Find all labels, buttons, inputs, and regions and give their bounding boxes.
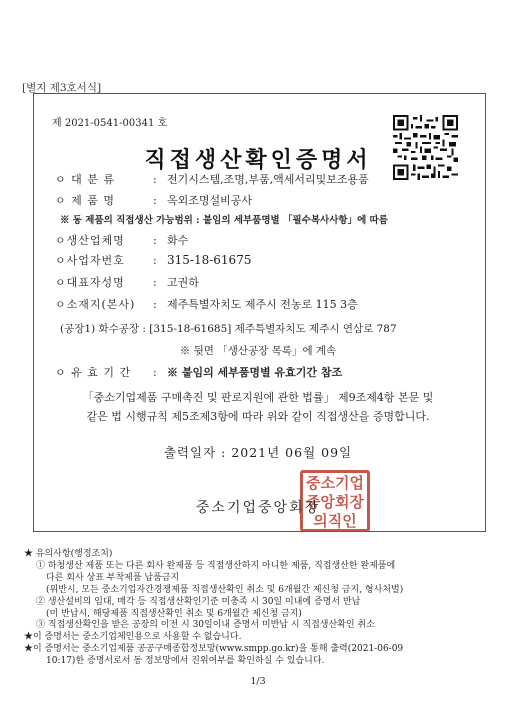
scope-note: ※ 동 제품의 직접생산 가능범위 : 붙임의 세부품명별 「필수복사사항」에 따름 <box>60 215 388 226</box>
field-business-number: ㅇ사업자번호 : 315-18-61675 <box>55 253 252 267</box>
note-item: ③ 직접생산확인을 받은 공장의 이전 시 30일이내 증명서 미반납 시 직접생산확인 취소 <box>36 620 375 631</box>
see-back-note: ※ 뒷면 「생산공장 목록」에 계속 <box>179 345 337 357</box>
document-number: 제 2021-0541-00341 호 <box>52 118 168 129</box>
legal-text-line-2: 같은 법 시행규칙 제5조제3항에 따라 위와 같이 직접생산을 증명합니다. <box>86 410 430 423</box>
field-label: 사업자번호 <box>66 254 125 267</box>
legal-text-line-1: 「중소기업제품 구매촉진 및 판로지원에 관한 법률」 제9조제4항 본문 및 <box>82 391 434 404</box>
field-value: 315-18-61675 <box>167 253 252 267</box>
page-number: 1/3 <box>250 676 266 687</box>
field-label: 대 분 류 <box>71 173 116 186</box>
note-item: (위반시, 모든 중소기업자간경쟁제품 직접생산확인 취소 및 6개월간 제신청 금지, 형사처벌) <box>46 584 404 595</box>
note-item: ② 생산설비의 임대, 매각 등 직접생산확인기준 미충족 시 30일 이내에 증명서 반납 <box>36 596 361 607</box>
field-label: 생산업체명 <box>66 234 125 247</box>
field-validity: ㅇ 유 효 기 간 : ※ 붙임의 세부품명별 유효기간 참조 <box>55 366 343 379</box>
field-label: 소재지(본사) <box>66 298 136 311</box>
field-category: ㅇ 대 분 류 : 전기시스템,조명,부품,액세서리및보조용품 <box>55 173 369 186</box>
official-seal: 중소기업 중앙회장 의직인 <box>300 470 370 532</box>
field-label: 대표자성명 <box>66 276 125 289</box>
document-title: 직접생산확인증명서 <box>144 147 372 173</box>
note-item: 다른 회사 상표 부착제품 납품금지 <box>46 572 180 583</box>
field-value: 전기시스템,조명,부품,액세서리및보조용품 <box>167 173 369 186</box>
factory-line: (공장1) 화수공장 : [315-18-61685] 제주특별자치도 제주시 연삼로 787 <box>60 323 397 335</box>
note-item: 10:17)한 증명서로서 동 정보망에서 진위여부를 확인하실 수 있습니다. <box>46 656 325 667</box>
note-item: ① 하청생산 제품 또는 다른 회사 완제품 등 직접생산하지 아니한 제품, 직접생산한 완제품에 <box>36 560 396 571</box>
field-representative: ㅇ대표자성명 : 고권하 <box>55 276 199 289</box>
field-label: 제 품 명 <box>71 194 116 207</box>
field-value: 제주특별자치도 제주시 전농로 115 3층 <box>167 298 358 311</box>
notes-heading: ★ 유의사항(행정조치) <box>24 549 113 559</box>
field-value: 고권하 <box>167 276 199 289</box>
field-value: 화수 <box>167 234 189 247</box>
note-item: ★이 증명서는 중소기업제품 공공구매종합정보망(www.smpp.go.kr)을 통해 출력(2021-06-09 <box>24 644 404 655</box>
note-item: (미 반납시, 해당제품 직접생산확인 취소 및 6개월간 제신청 금지) <box>46 608 302 619</box>
field-label: 유 효 기 간 <box>71 366 132 379</box>
notes-section <box>24 549 403 668</box>
field-product-name: ㅇ 제 품 명 : 옥외조명설비공사 <box>55 194 253 207</box>
note-item: ★이 증명서는 중소기업체인용으로 사용할 수 없습니다. <box>24 632 242 643</box>
field-value: 옥외조명설비공사 <box>167 194 253 207</box>
issue-date: 출력일자 : 2021년 06월 09일 <box>163 445 353 460</box>
field-headquarters: ㅇ소재지(본사) : 제주특별자치도 제주시 전농로 115 3층 <box>55 298 358 311</box>
field-company: ㅇ생산업체명 : 화수 <box>55 234 189 247</box>
field-value: ※ 붙임의 세부품명별 유효기간 참조 <box>167 366 343 379</box>
form-number: [별지 제3호서식] <box>22 82 102 94</box>
issuer-name: 중소기업중앙회장 <box>195 500 321 516</box>
